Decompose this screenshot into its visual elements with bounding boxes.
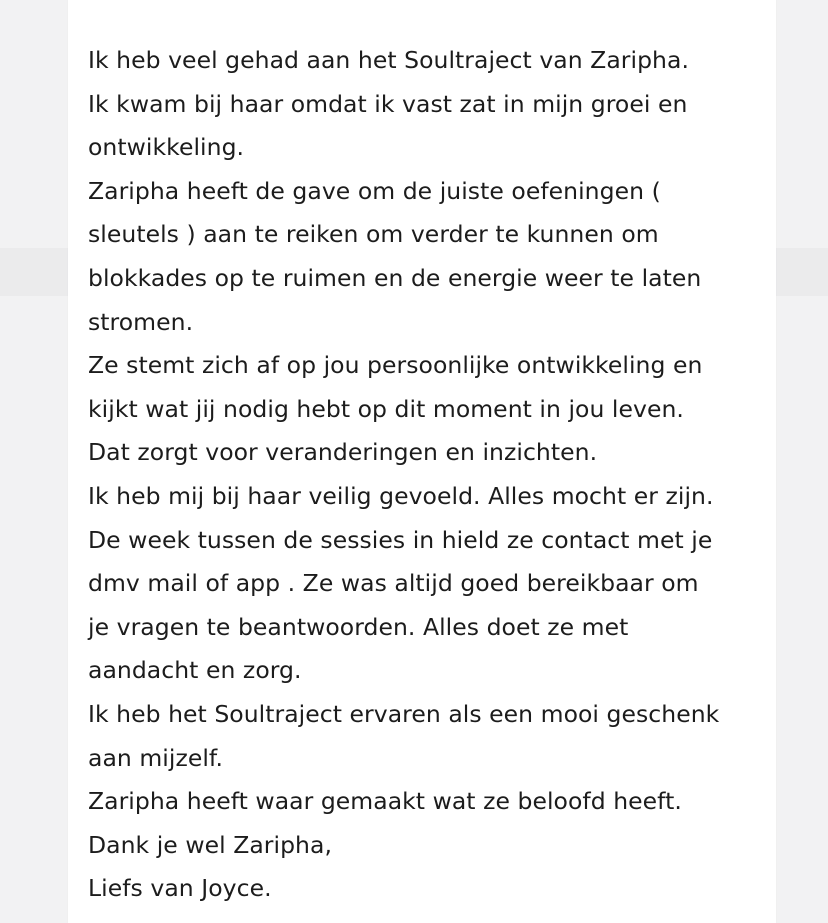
- text-line: Ik heb veel gehad aan het Soultraject van Zaripha.: [88, 46, 689, 74]
- text-line: Liefs van Joyce.: [88, 874, 272, 903]
- text-line: Zaripha heeft de gave om de juiste oefeningen (: [88, 176, 661, 205]
- text-line: dmv mail of app . Ze was altijd goed bereikbaar om: [88, 569, 699, 598]
- text-line: stromen.: [88, 307, 194, 336]
- text-line: Ik kwam bij haar omdat ik vast zat in mijn groei en: [88, 89, 688, 118]
- text-line: Ik heb mij bij haar veilig gevoeld. Alles mocht er zijn.: [88, 481, 714, 510]
- text-line: Dank je wel Zaripha,: [88, 830, 332, 859]
- right-divider-band: [776, 248, 828, 296]
- text-line: sleutels ) aan te reiken om verder te kunnen om: [88, 220, 659, 249]
- message-card: [68, 0, 776, 923]
- text-line: Ze stemt zich af op jou persoonlijke ontwikkeling en: [88, 351, 703, 380]
- text-line: blokkades op te ruimen en de energie weer te laten: [88, 263, 702, 292]
- text-line: je vragen te beantwoorden. Alles doet ze met: [88, 612, 629, 641]
- text-line: kijkt wat jij nodig hebt op dit moment in jou leven.: [88, 394, 684, 423]
- text-line: aan mijzelf.: [88, 743, 224, 772]
- text-line: Ik heb het Soultraject ervaren als een mooi geschenk: [88, 699, 720, 728]
- left-divider-band: [0, 248, 68, 296]
- testimonial-text: [88, 39, 768, 911]
- text-line: Zaripha heeft waar gemaakt wat ze beloofd heeft.: [88, 787, 682, 816]
- text-line: aandacht en zorg.: [88, 656, 302, 685]
- text-line: Dat zorgt voor veranderingen en inzichten.: [88, 438, 598, 467]
- text-line: ontwikkeling.: [88, 133, 245, 162]
- text-line: De week tussen de sessies in hield ze contact met je: [88, 525, 713, 554]
